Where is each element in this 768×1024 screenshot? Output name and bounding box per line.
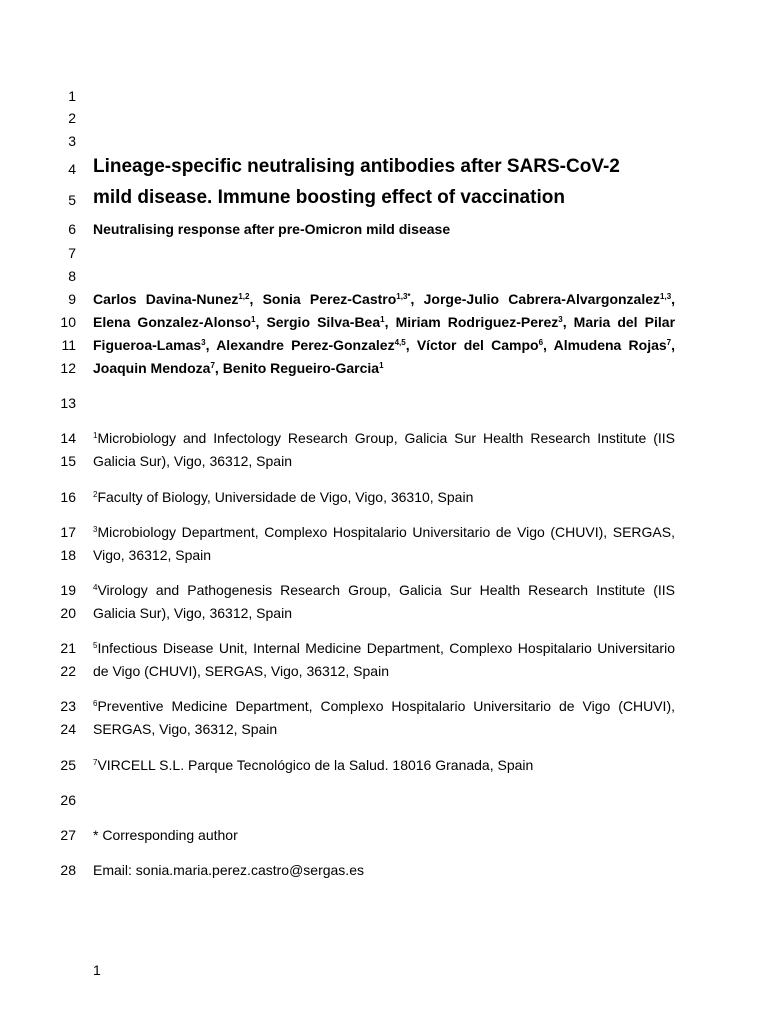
line-number: 24 — [60, 721, 76, 737]
line-number: 23 — [60, 698, 76, 714]
affiliation-5-cont: de Vigo (CHUVI), SERGAS, Vigo, 36312, Spain — [93, 663, 389, 679]
author-name: Jorge-Julio Cabrera-Alvargonzalez — [423, 291, 661, 307]
affiliation-number: 1 — [93, 431, 98, 440]
affiliation-4 — [93, 581, 675, 599]
author-name-part: Maria — [573, 314, 611, 330]
line-number: 17 — [60, 524, 76, 540]
affiliation-6-cont: SERGAS, Vigo, 36312, Spain — [93, 721, 278, 737]
author-affiliation: 1 — [251, 315, 256, 324]
author-line — [93, 359, 675, 377]
author-affiliation: 7 — [210, 361, 215, 370]
line-number: 9 — [68, 291, 76, 307]
author-name: Carlos Davina-Nunez — [93, 291, 239, 307]
line-number: 25 — [60, 757, 76, 773]
line-number: 3 — [68, 133, 76, 149]
author-separator: , — [255, 314, 260, 330]
author-affiliation: 7 — [666, 338, 672, 347]
page-number: 1 — [93, 962, 101, 978]
author-separator: , — [249, 291, 254, 307]
author-affiliation: 6 — [538, 338, 544, 347]
line-number: 20 — [60, 605, 76, 621]
author-affiliation: 1 — [379, 361, 384, 370]
author-separator: , — [405, 337, 410, 353]
author-affiliation: 3 — [558, 315, 563, 324]
affiliation-text: Microbiology Department, Complexo Hospitalario Universitario de Vigo (CHUVI), SERGAS, — [97, 524, 675, 540]
corresponding-author-note: * Corresponding author — [93, 827, 238, 843]
affiliation-3 — [93, 523, 675, 541]
author-name: Alexandre Perez-Gonzalez — [216, 337, 395, 353]
line-number: 27 — [60, 827, 76, 843]
author-name: Benito Regueiro-Garcia — [222, 360, 380, 376]
line-number: 16 — [60, 489, 76, 505]
author-separator: , — [562, 314, 567, 330]
author-separator: , — [671, 337, 675, 353]
line-number: 15 — [60, 453, 76, 469]
author-separator: , — [543, 337, 547, 353]
affiliation-text: Faculty of Biology, Universidade de Vigo, Vigo, 36310, Spain — [97, 489, 474, 505]
paper-title-line-2: mild disease. Immune boosting effect of vaccination — [93, 187, 565, 208]
author-affiliation: 4,5 — [394, 338, 406, 347]
line-number: 11 — [61, 337, 76, 353]
line-number: 18 — [60, 547, 76, 563]
author-separator: , — [384, 314, 389, 330]
author-line — [93, 290, 675, 308]
affiliation-text: VIRCELL S.L. Parque Tecnológico de la Salud. 18016 Granada, Spain — [97, 757, 534, 773]
line-number: 19 — [60, 582, 76, 598]
author-name-part: del — [617, 314, 638, 330]
author-name: Víctor del Campo — [416, 337, 539, 353]
line-number: 7 — [68, 245, 76, 261]
author-line — [93, 336, 675, 354]
author-separator: , — [205, 337, 210, 353]
affiliation-5 — [93, 639, 675, 657]
line-number: 8 — [68, 268, 76, 284]
affiliation-3-cont: Vigo, 36312, Spain — [93, 547, 212, 563]
author-name: Joaquin Mendoza — [93, 360, 211, 376]
author-name-part: Figueroa-Lamas — [93, 337, 202, 353]
affiliation-1 — [93, 429, 675, 447]
author-name: Almudena Rojas — [553, 337, 667, 353]
author-separator: , — [410, 291, 415, 307]
author-line — [93, 313, 675, 331]
line-number: 12 — [60, 360, 76, 376]
affiliation-text: Virology and Pathogenesis Research Group, Galicia Sur Health Research Institute (IIS — [97, 582, 675, 598]
paper-title-line-1: Lineage-specific neutralising antibodies after SARS-CoV-2 — [93, 156, 620, 177]
affiliation-6 — [93, 697, 675, 715]
author-name: Sonia Perez-Castro — [262, 291, 397, 307]
paper-subtitle: Neutralising response after pre-Omicron mild disease — [93, 221, 451, 237]
author-affiliation: 3 — [201, 338, 206, 347]
affiliation-7 — [93, 756, 675, 774]
affiliation-2 — [93, 488, 675, 506]
line-number: 14 — [60, 430, 76, 446]
affiliation-number: 7 — [93, 758, 98, 767]
line-number: 2 — [68, 110, 76, 126]
line-number: 22 — [60, 663, 76, 679]
author-name-part: Pilar — [644, 314, 676, 330]
affiliation-text: Infectious Disease Unit, Internal Medicine Department, Complexo Hospitalario Universitario — [97, 640, 675, 656]
affiliation-number: 3 — [93, 525, 98, 534]
affiliation-text: Microbiology and Infectology Research Group, Galicia Sur Health Research Institute (IIS — [97, 430, 675, 446]
affiliation-text: Preventive Medicine Department, Complexo Hospitalario Universitario de Vigo (CHUVI), — [97, 698, 675, 714]
author-separator: , — [214, 360, 219, 376]
author-name: Miriam Rodriguez-Perez — [395, 314, 559, 330]
line-number: 10 — [60, 314, 76, 330]
line-number: 4 — [68, 161, 76, 177]
author-affiliation: 1,3 — [660, 292, 672, 301]
author-affiliation: 1,3* — [396, 292, 411, 301]
author-name: Elena Gonzalez-Alonso — [93, 314, 251, 330]
author-name: Sergio Silva-Bea — [266, 314, 381, 330]
line-number: 6 — [68, 221, 76, 237]
author-affiliation: 1 — [380, 315, 385, 324]
corresponding-email: Email: sonia.maria.perez.castro@sergas.es — [93, 862, 364, 878]
line-number: 1 — [68, 88, 76, 104]
affiliation-number: 2 — [93, 490, 98, 499]
affiliation-1-cont: Galicia Sur), Vigo, 36312, Spain — [93, 453, 292, 469]
line-number: 13 — [60, 395, 76, 411]
affiliation-4-cont: Galicia Sur), Vigo, 36312, Spain — [93, 605, 292, 621]
author-affiliation: 1,2 — [238, 292, 250, 301]
line-number: 26 — [60, 792, 76, 808]
line-number: 21 — [60, 640, 76, 656]
affiliation-number: 6 — [93, 699, 98, 708]
affiliation-number: 5 — [93, 641, 98, 650]
affiliation-number: 4 — [93, 583, 98, 592]
line-number: 28 — [60, 862, 76, 878]
line-number: 5 — [68, 192, 76, 208]
author-separator: , — [671, 291, 676, 307]
